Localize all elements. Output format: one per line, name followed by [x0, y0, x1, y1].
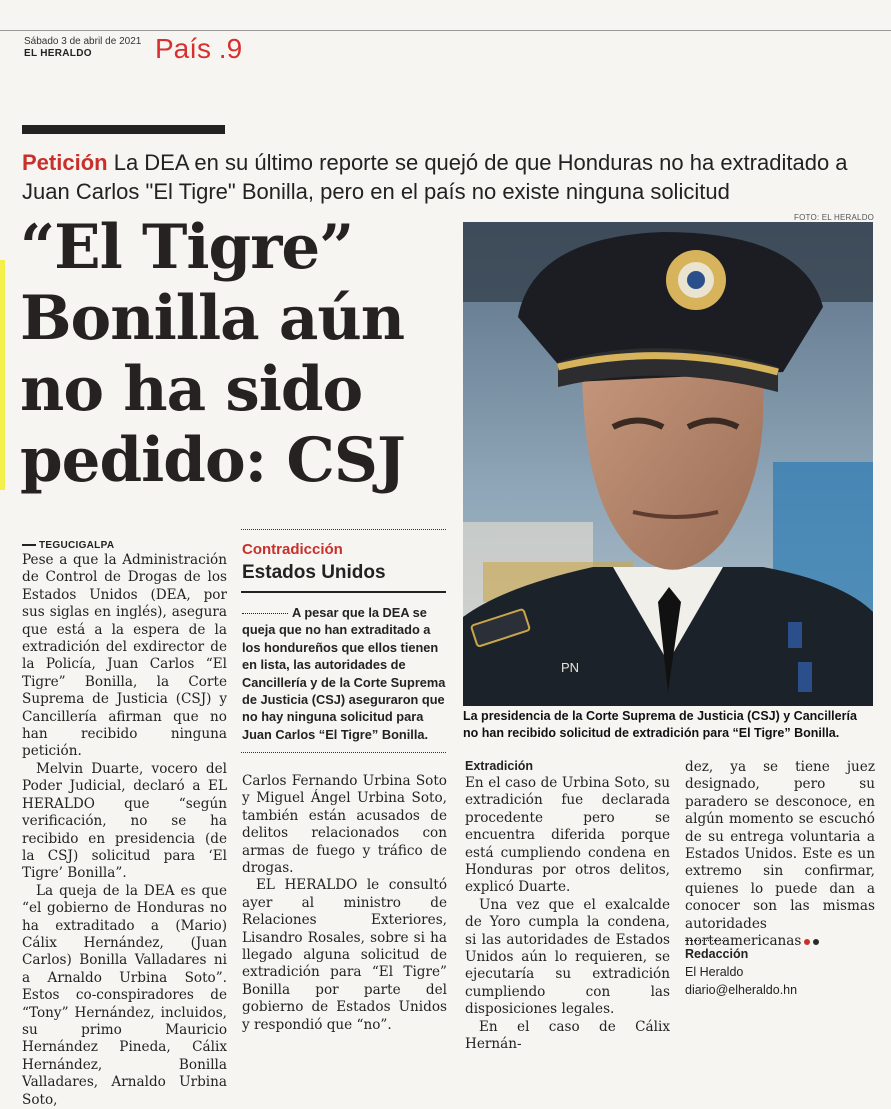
paragraph: Melvin Duarte, vocero del Poder Judicial, declaró a EL HERALDO que “según verificación, no se ha recibido en presidencia (de la CSJ) solicitud para ‘El Tigre’ Bonilla”.	[22, 760, 227, 882]
paragraph: Una vez que el exalcalde de Yoro cumpla la condena, si las autoridades de Estados Unidos aún lo requieren, se ejecutaría su extradición cumpliendo con las disposiciones legales.	[465, 896, 670, 1018]
sidebar-rule	[241, 591, 446, 593]
headline: “El Tigre” Bonilla aún no ha sido pedido: CSJ	[20, 212, 405, 496]
signature-rule	[685, 940, 727, 941]
photo-caption: La presidencia de la Corte Suprema de Justicia (CSJ) y Cancillería no han recibido solicitud de extradición para “El Tigre” Bonilla.	[463, 709, 857, 740]
paragraph: La queja de la DEA es que “el gobierno de Honduras no ha extraditado a (Mario) Cálix Hernández, (Juan Carlos) Bonilla Valladares ni a Arnaldo Urbina Soto”. Estos co-conspiradores de “Tony” Hernández, incluidos, su primo Mauricio Hernández Pineda, Cálix Hernández, Bonilla Valladares, Arnaldo Urbina Soto,	[22, 882, 227, 1108]
deck	[22, 148, 872, 206]
header-section-page: País .9	[155, 33, 243, 64]
header-top-rule	[0, 30, 891, 31]
paragraph: En el caso de Urbina Soto, su extradición fue declarada procedente pero se encuentra diferida porque está cumpliendo condena en Honduras por otros delitos, explicó Duarte.	[465, 775, 670, 896]
sidebar-text: A pesar que la DEA se queja que no han extraditado a los hondureños que ellos tienen en lista, las autoridades de Cancillería y de la Corte Suprema de Justicia (CSJ) aseguraron que no hay ninguna solicitud para Juan Carlos “El Tigre” Bonilla.	[242, 605, 446, 742]
signature-name: El Heraldo	[685, 965, 744, 979]
police-officer-portrait-icon	[463, 222, 873, 706]
sidebar-top-rule	[241, 529, 446, 530]
paragraph: Pese a que la Administración de Control de Drogas de los Estados Unidos (DEA, por sus siglas en inglés), asegura que está a la espera de la extradición del exdirector de la Policía, Juan Carlos “El Tigre” Bonilla, la Corte Suprema de Justicia (CSJ) y Cancillería afirman que no han recibido ninguna petición.	[22, 552, 227, 760]
highlighter-mark	[0, 260, 5, 490]
end-mark-icon	[804, 939, 810, 945]
header-date: Sábado 3 de abril de 2021	[24, 36, 142, 47]
sidebar-kicker: Contradicción	[242, 541, 343, 558]
deck-kicker: Petición	[22, 150, 108, 175]
photo-illustration	[463, 222, 873, 706]
sidebar-dash	[242, 613, 288, 614]
paragraph: Carlos Fernando Urbina Soto y Miguel Ángel Urbina Soto, también están acusados de delitos relacionados con armas de fuego y tráfico de drogas.	[242, 773, 447, 877]
paragraph-text: dez, ya se tiene juez designado, pero su paradero se desconoce, en algún momento se escuchó de su entrega voluntaria a Estados Unidos. Este es un extremo sin confirmar, quienes lo puede dan a conocer son las mismas autoridades norteamericanas	[685, 759, 875, 950]
badge-text: PN	[561, 660, 580, 675]
article-column-3	[465, 775, 670, 1054]
article-column-4	[685, 759, 875, 950]
end-mark-icon	[813, 939, 819, 945]
paragraph: EL HERALDO le consultó ayer al ministro de Relaciones Exteriores, Lisandro Rosales, sobre si ha llegado alguna solicitud de extradición para “El Tigre” Bonilla por parte del gobierno de Estados Unidos y respondió que “no”.	[242, 877, 447, 1033]
sidebar-title: Estados Unidos	[242, 562, 386, 583]
paragraph	[685, 759, 875, 950]
sidebar-bottom-rule	[241, 752, 446, 753]
signature-email: diario@elheraldo.hn	[685, 983, 798, 997]
article-column-2	[242, 773, 447, 1034]
article-column-1	[22, 552, 227, 1109]
photo-credit: FOTO: EL HERALDO	[794, 213, 875, 222]
header-paper-name: EL HERALDO	[24, 48, 92, 59]
kicker-bar	[22, 125, 225, 134]
deck-text: La DEA en su último reporte se quejó de que Honduras no ha extraditado a Juan Carlos "El Tigre" Bonilla, pero en el país no existe ninguna solicitud	[22, 150, 848, 204]
dateline: TEGUCIGALPA	[22, 540, 114, 551]
sidebar-body	[242, 604, 447, 743]
paragraph: En el caso de Cálix Hernán-	[465, 1018, 670, 1053]
subhead-extradicion: Extradición	[465, 759, 534, 773]
signature-label: Redacción	[685, 947, 749, 961]
